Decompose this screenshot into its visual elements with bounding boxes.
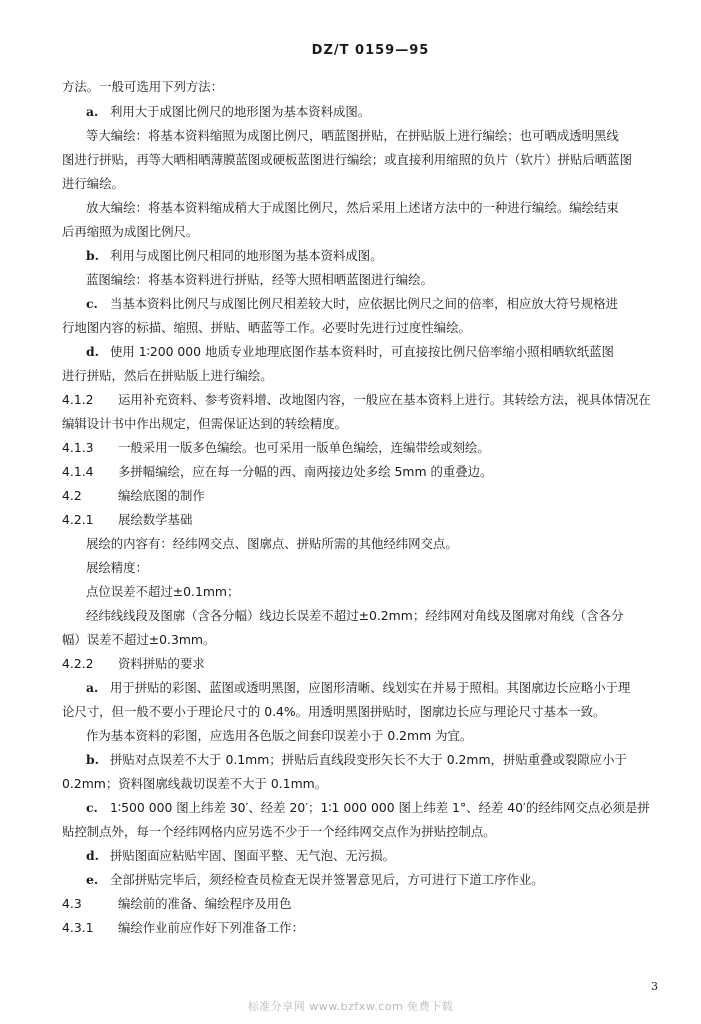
item-marker: a. <box>86 104 99 119</box>
text-line: 展绘精度： <box>86 560 148 575</box>
clause-4-2-1: 4.2.1 展绘数学基础 <box>62 512 193 527</box>
text-line: 0.2mm；资料图廓线裁切误差不大于 0.1mm。 <box>62 776 328 791</box>
standard-code-header: DZ/T 0159—95 <box>311 43 430 58</box>
text-line: 编辑设计书中作出规定，但需保证达到的转绘精度。 <box>62 416 347 431</box>
section-number: 4.3.1 <box>62 920 94 935</box>
text-line: 进行拼贴，然后在拼贴版上进行编绘。 <box>62 368 273 383</box>
section-number: 4.2.1 <box>62 512 94 527</box>
item-marker: a. <box>86 680 99 695</box>
clause-4-1-2: 4.1.2 运用补充资料、参考资料增、改地图内容，一般应在基本资料上进行。其转绘方法，视具体情况在 <box>62 392 651 407</box>
text-line: 后再缩照为成图比例尺。 <box>62 224 199 239</box>
section-number: 4.2.2 <box>62 656 94 671</box>
clause-4-1-3: 4.1.3 一般采用一版多色编绘。也可采用一版单色编绘，连编带绘或刻绘。 <box>62 440 490 455</box>
item-marker: b. <box>86 752 99 767</box>
text-line: 等大编绘：将基本资料缩照为成图比例尺，晒蓝图拼贴，在拼贴版上进行编绘；也可晒成透明黑线 <box>86 128 619 143</box>
item-marker: d. <box>86 344 99 359</box>
text-line: d. 使用 1∶200 000 地质专业地理底图作基本资料时，可直接按比例尺倍率缩小照相晒软纸蓝图 <box>86 344 614 359</box>
text-line: 幅）误差不超过±0.3mm。 <box>62 632 216 647</box>
page-number: 3 <box>651 980 658 993</box>
section-heading-4-2: 4.2 编绘底图的制作 <box>62 488 205 503</box>
section-heading-4-3: 4.3 编绘前的准备、编绘程序及用色 <box>62 896 292 911</box>
text-line: 贴控制点外，每一个经纬网格内应另选不少于一个经纬网交点作为拼贴控制点。 <box>62 824 496 839</box>
watermark: 标准分享网 www.bzfxw.com 免费下载 <box>247 1000 454 1013</box>
text-line: 点位误差不超过±0.1mm； <box>86 584 240 599</box>
text-line: 作为基本资料的彩图，应选用各色版之间套印误差小于 0.2mm 为宜。 <box>86 728 473 743</box>
text-line: b. 利用与成图比例尺相同的地形图为基本资料成图。 <box>86 248 383 263</box>
text-line: 方法。一般可选用下列方法： <box>62 79 224 94</box>
text-line: 图进行拼贴，再等大晒相晒薄膜蓝图或硬板蓝图进行编绘；或直接利用缩照的负片（软片）拼贴后晒蓝图 <box>62 152 632 167</box>
item-marker: c. <box>86 800 98 815</box>
text-line: 进行编绘。 <box>62 176 124 191</box>
clause-4-2-2: 4.2.2 资料拼贴的要求 <box>62 656 205 671</box>
clause-4-3-1: 4.3.1 编绘作业前应作好下列准备工作： <box>62 920 304 935</box>
text-line: e. 全部拼贴完毕后，须经检查员检查无误并签署意见后，方可进行下道工序作业。 <box>86 872 544 887</box>
text-line: a. 用于拼贴的彩图、蓝图或透明黑图，应图形清晰、线划实在并易于照相。其图廓边长应略小于理 <box>86 680 631 695</box>
section-number: 4.1.4 <box>62 464 94 479</box>
text-line: d. 拼贴图面应粘贴牢固、图面平整、无气泡、无污损。 <box>86 848 395 863</box>
text-line: 展绘的内容有：经纬网交点、图廓点、拼贴所需的其他经纬网交点。 <box>86 536 458 551</box>
section-number: 4.1.2 <box>62 392 94 407</box>
item-marker: c. <box>86 296 98 311</box>
text-line: a. 利用大于成图比例尺的地形图为基本资料成图。 <box>86 104 371 119</box>
text-line: 放大编绘：将基本资料缩成稍大于成图比例尺，然后采用上述诸方法中的一种进行编绘。编绘结束 <box>86 200 619 215</box>
text-line: b. 拼贴对点误差不大于 0.1mm；拼贴后直线段变形矢长不大于 0.2mm，拼贴重叠或裂隙应小于 <box>86 752 627 767</box>
item-marker: d. <box>86 848 99 863</box>
section-number: 4.3 <box>62 896 82 911</box>
text-line: 经纬线线段及图廓（含各分幅）线边长误差不超过±0.2mm；经纬网对角线及图廓对角线（含各分 <box>86 608 624 623</box>
item-marker: e. <box>86 872 99 887</box>
item-marker: b. <box>86 248 99 263</box>
clause-4-1-4: 4.1.4 多拼幅编绘，应在每一分幅的西、南两接边处多绘 5mm 的重叠边。 <box>62 464 493 479</box>
section-number: 4.1.3 <box>62 440 94 455</box>
text-line: 论尺寸，但一般不要小于理论尺寸的 0.4%。用透明黑图拼贴时，图廓边长应与理论尺寸基本一致。 <box>62 704 606 719</box>
text-line: c. 1∶500 000 图上纬差 30′、经差 20′；1∶1 000 000 图上纬差 1°、经差 40′的经纬网交点必须是拼 <box>86 800 650 815</box>
text-line: 蓝图编绘：将基本资料进行拼贴，经等大照相晒蓝图进行编绘。 <box>86 272 433 287</box>
text-line: c. 当基本资料比例尺与成图比例尺相差较大时，应依据比例尺之间的倍率，相应放大符号规格进 <box>86 296 619 311</box>
section-number: 4.2 <box>62 488 82 503</box>
text-line: 行地图内容的标描、缩照、拼贴、晒蓝等工作。必要时先进行过度性编绘。 <box>62 320 471 335</box>
